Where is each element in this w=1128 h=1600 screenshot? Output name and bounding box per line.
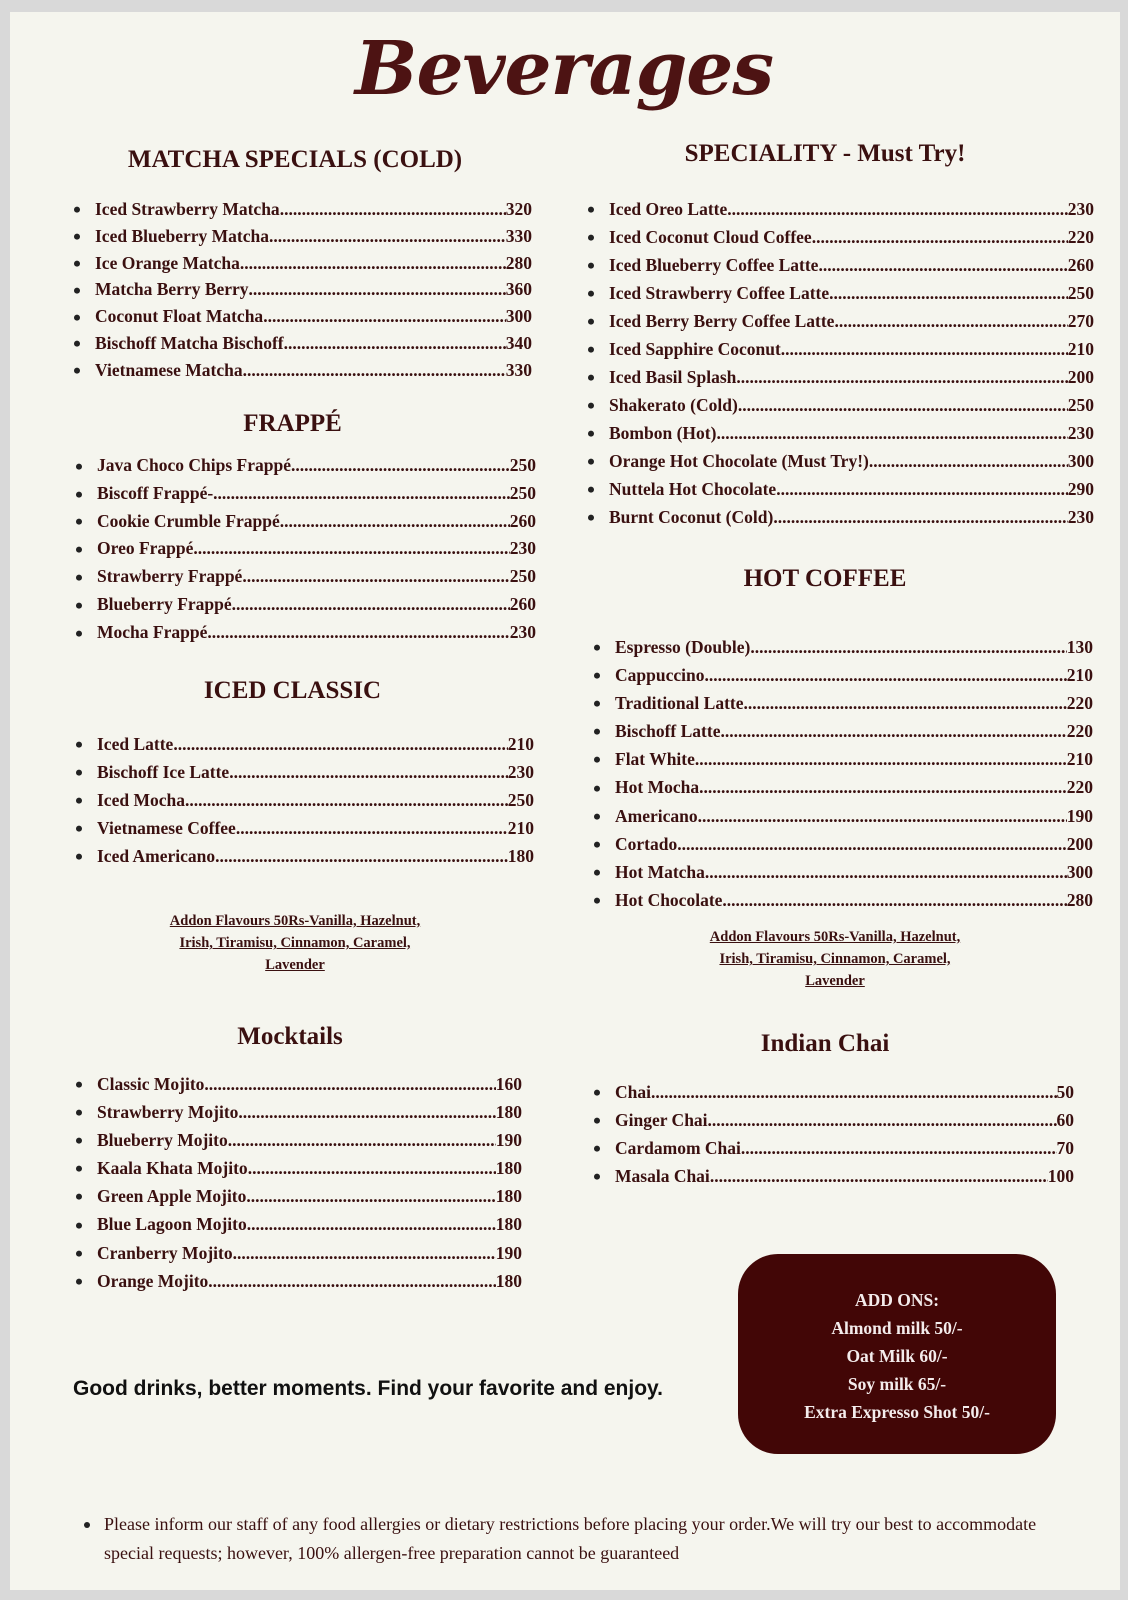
menu-item [97,480,536,508]
leader-dots [704,661,1066,689]
leader-dots [829,279,1068,307]
leader-dots [208,1267,495,1295]
frappe-list [97,452,536,647]
menu-item-name: Espresso (Double) [615,637,751,657]
allergy-notice: Please inform our staff of any food allergies or dietary restrictions before placing your order.We will try our best to accommodate special requests; however, 100% allergen-free preparation cannot be guaranteed [104,1514,1037,1563]
menu-item-price: 220 [1066,777,1093,798]
leader-dots [716,419,1067,447]
menu-item-name: Iced Strawberry Matcha [95,199,280,219]
menu-item-name: Blue Lagoon Mojito [97,1214,247,1235]
menu-item-price: 190 [495,1242,522,1263]
menu-item [609,363,1094,391]
leader-dots [741,1134,1057,1162]
menu-item-price: 260 [509,510,536,531]
menu-item [97,730,534,758]
add-ons-box [738,1254,1056,1454]
leader-dots [236,814,508,842]
speciality-list [609,195,1094,531]
menu-item [615,661,1093,689]
menu-item-name: Flat White [615,749,695,770]
menu-item-price: 230 [509,538,536,559]
leader-dots [269,223,506,250]
menu-item-name: Burnt Coconut (Cold) [609,507,774,527]
menu-item-name: Matcha Berry Berry [95,279,249,300]
menu-item [97,1070,522,1098]
menu-item [95,196,532,223]
menu-item-name: Americano [615,805,698,826]
leader-dots [834,307,1067,335]
menu-item-name: Bischoff Matcha Bischoff [95,332,284,353]
iced-classic-list [97,730,534,870]
menu-item-price: 180 [507,846,534,866]
menu-item-price: 70 [1056,1138,1074,1158]
menu-item-price: 230 [507,762,534,782]
menu-item-name: Oreo Frappé [97,538,194,559]
menu-item-name: Nuttela Hot Chocolate [609,479,777,499]
menu-item [615,633,1093,661]
leader-dots [781,335,1068,363]
leader-dots [229,758,508,786]
menu-item-price: 320 [505,199,532,219]
menu-item-price: 280 [505,252,532,273]
menu-item-name: Hot Mocha [615,777,700,798]
menu-item [609,335,1094,363]
menu-item [609,251,1094,279]
menu-item [615,886,1093,914]
leader-dots [228,1126,496,1154]
leader-dots [185,786,508,814]
menu-item-name: Masala Chai [615,1166,710,1186]
add-on-line: Oat Milk 60/- [846,1346,948,1366]
leader-dots [812,223,1068,251]
leader-dots [248,1154,496,1182]
menu-item-name: Biscoff Frappé- [97,482,214,503]
leader-dots [207,619,509,647]
leader-dots [238,1098,495,1126]
menu-item-name: Cranberry Mojito [97,1242,233,1263]
menu-item-name: Iced Berry Berry Coffee Latte [609,311,835,331]
menu-item-name: Vietnamese Matcha [95,359,243,380]
menu-item-name: Iced Blueberry Matcha [95,225,269,246]
menu-item-price: 290 [1067,479,1094,499]
menu-item [97,1267,522,1295]
menu-item-name: Coconut Float Matcha [95,306,264,327]
menu-item [97,814,534,842]
menu-item-name: Java Choco Chips Frappé [97,455,291,475]
menu-item-name: Iced Strawberry Coffee Latte [609,283,830,303]
hot-coffee-list [615,633,1093,914]
menu-item-price: 360 [505,279,532,300]
leader-dots [720,717,1066,745]
leader-dots [677,830,1067,858]
menu-item-price: 210 [1067,339,1094,359]
menu-item-price: 230 [1067,199,1094,219]
menu-item [609,223,1094,251]
menu-item [97,1098,522,1126]
menu-item-name: Iced Mocha [97,790,185,810]
leader-dots [280,508,510,536]
menu-item-name: Blueberry Frappé [97,593,232,614]
menu-item [609,307,1094,335]
menu-item-price: 100 [1047,1166,1074,1186]
menu-item [615,830,1093,858]
menu-item-name: Bischoff Latte [615,721,721,742]
leader-dots [744,689,1067,717]
menu-item-price: 210 [507,818,534,838]
menu-item-name: Iced Coconut Cloud Coffee [609,227,812,247]
menu-item-name: Bischoff Ice Latte [97,762,230,782]
menu-item-name: Iced Blueberry Coffee Latte [609,255,819,275]
menu-item-price: 220 [1066,693,1093,714]
menu-item [609,279,1094,307]
menu-item-name: Strawberry Frappé [97,566,243,587]
menu-item-name: Traditional Latte [615,693,744,714]
menu-item [615,1134,1074,1162]
leader-dots [738,391,1068,419]
menu-item-name: Iced Basil Splash [609,367,737,387]
menu-item-price: 180 [495,1102,522,1123]
menu-item-price: 180 [495,1214,522,1235]
menu-item [97,619,536,647]
menu-title: Beverages [354,26,774,112]
leader-dots [246,1182,495,1210]
section-heading-matcha: MATCHA SPECIALS (COLD) [127,146,463,173]
leader-dots [243,357,506,384]
menu-item-price: 220 [1067,227,1094,247]
menu-item-price: 180 [495,1186,522,1207]
leader-dots [284,330,506,357]
menu-item-price: 230 [1067,423,1094,443]
leader-dots [699,773,1067,801]
menu-item-price: 230 [1067,507,1094,527]
menu-item [95,250,532,277]
menu-item-price: 200 [1067,367,1094,387]
leader-dots [215,842,508,870]
section-heading-speciality: SPECIALITY - Must Try! [684,140,966,167]
menu-item-price: 330 [505,359,532,380]
leader-dots [708,1106,1057,1134]
menu-item-price: 250 [1067,395,1094,415]
leader-dots [232,591,510,619]
leader-dots [249,276,506,303]
indian-chai-list [615,1078,1074,1190]
menu-item-name: Blueberry Mojito [97,1130,228,1151]
menu-item-price: 250 [507,790,534,810]
leader-dots [242,563,509,591]
leader-dots [193,535,509,563]
menu-item-price: 340 [505,332,532,353]
leader-dots [263,303,506,330]
menu-item-price: 210 [1066,665,1093,686]
menu-item-name: Cardamom Chai [615,1138,741,1158]
section-heading-indian-chai: Indian Chai [760,1030,890,1057]
menu-item-price: 250 [509,566,536,587]
menu-item [97,1154,522,1182]
menu-item-price: 180 [495,1158,522,1179]
menu-item [95,357,532,384]
menu-item-price: 330 [505,225,532,246]
menu-item-name: Vietnamese Coffee [97,818,236,838]
add-on-line: Almond milk 50/- [831,1318,963,1338]
menu-item-price: 180 [495,1270,522,1291]
leader-dots [818,251,1067,279]
section-heading-iced-classic: ICED CLASSIC [203,677,382,704]
leader-dots [727,195,1067,223]
menu-item-price: 200 [1066,833,1093,854]
menu-item [97,786,534,814]
leader-dots [247,1210,496,1238]
leader-dots [651,1078,1057,1106]
menu-item-name: Cortado [615,833,678,854]
menu-item [609,419,1094,447]
leader-dots [698,802,1067,830]
menu-item [97,842,534,870]
leader-dots [173,730,507,758]
menu-item-price: 210 [1066,749,1093,770]
menu-item-name: Mocha Frappé [97,621,208,642]
menu-item [97,508,536,536]
menu-item-name: Iced Latte [97,734,174,754]
menu-item-name: Cookie Crumble Frappé [97,510,280,531]
menu-item [615,1106,1074,1134]
menu-item-price: 210 [507,734,534,754]
menu-item-name: Iced Sapphire Coconut [609,339,781,359]
menu-item [97,1210,522,1238]
menu-item [97,535,536,563]
menu-item-name: Cappuccino [615,665,705,686]
addon-flavours-note-right: Addon Flavours 50Rs-Vanilla, Hazelnut, Irish, Tiramisu, Cinnamon, Caramel, Lavender [709,929,961,989]
menu-item [615,858,1093,886]
menu-item-price: 160 [495,1074,522,1094]
leader-dots [710,1162,1048,1190]
tagline: Good drinks, better moments. Find your favorite and enjoy. [72,1377,664,1400]
menu-item-price: 130 [1066,637,1093,657]
menu-item [97,452,536,480]
menu-item-price: 50 [1056,1082,1074,1102]
mocktails-list [97,1070,522,1295]
menu-item-name: Iced Americano [97,846,216,866]
menu-item-price: 300 [1066,861,1093,882]
menu-item-price: 280 [1066,889,1093,910]
add-ons-heading: ADD ONS: [854,1290,940,1310]
section-heading-frappe: FRAPPÉ [243,410,342,437]
menu-item-name: Hot Chocolate [615,889,723,910]
menu-item [615,802,1093,830]
menu-item [95,330,532,357]
add-on-line: Soy milk 65/- [847,1374,947,1394]
section-heading-mocktails: Mocktails [237,1023,343,1050]
menu-item-name: Strawberry Mojito [97,1102,239,1123]
menu-item-price: 270 [1067,311,1094,331]
menu-item-price: 190 [1066,805,1093,826]
leader-dots [722,886,1066,914]
menu-item-price: 190 [495,1130,522,1151]
leader-dots [213,480,510,508]
menu-item-name: Orange Mojito [97,1270,209,1291]
menu-item [609,391,1094,419]
menu-item-price: 250 [509,455,536,475]
leader-dots [233,1239,496,1267]
menu-item [615,1078,1074,1106]
menu-item [97,1182,522,1210]
leader-dots [695,745,1067,773]
menu-item [609,475,1094,503]
footer-bullet [84,1522,90,1528]
menu-item-price: 250 [1067,283,1094,303]
leader-dots [240,250,506,277]
menu-item-name: Hot Matcha [615,861,705,882]
menu-item-name: Classic Mojito [97,1074,205,1094]
menu-item [97,563,536,591]
menu-item [615,1162,1074,1190]
menu-item [609,447,1094,475]
menu-item [95,276,532,303]
add-on-line: Extra Expresso Shot 50/- [804,1402,990,1422]
menu-item-price: 260 [1067,255,1094,275]
menu-item [615,717,1093,745]
menu-item-price: 60 [1056,1110,1074,1130]
leader-dots [776,475,1068,503]
menu-item [615,745,1093,773]
menu-item [97,758,534,786]
menu-item [609,503,1094,531]
menu-item-price: 300 [505,306,532,327]
section-heading-hot-coffee: HOT COFFEE [743,565,907,592]
menu-item-name: Ice Orange Matcha [95,252,240,273]
menu-item-price: 250 [509,482,536,503]
menu-item [97,1239,522,1267]
menu-item-name: Shakerato (Cold) [609,395,738,415]
menu-item [615,773,1093,801]
menu-item-name: Orange Hot Chocolate (Must Try!) [609,451,869,471]
leader-dots [773,503,1067,531]
leader-dots [869,447,1068,475]
menu-item [97,591,536,619]
addon-flavours-note-left: Addon Flavours 50Rs-Vanilla, Hazelnut, Irish, Tiramisu, Cinnamon, Caramel, Lavender [169,913,421,973]
menu-item-name: Iced Oreo Latte [609,199,728,219]
menu-item [615,689,1093,717]
menu-item-name: Ginger Chai [615,1110,708,1130]
menu-item-price: 300 [1067,451,1094,471]
matcha-list [95,196,532,384]
leader-dots [705,858,1067,886]
menu-item-price: 260 [509,593,536,614]
menu-item-price: 220 [1066,721,1093,742]
menu-item [95,303,532,330]
menu-item [609,195,1094,223]
menu-item-price: 230 [509,621,536,642]
leader-dots [204,1070,495,1098]
menu-item-name: Kaala Khata Mojito [97,1158,248,1179]
leader-dots [736,363,1067,391]
leader-dots [750,633,1066,661]
menu-item-name: Chai [615,1082,651,1102]
leader-dots [280,196,506,223]
menu-item [95,223,532,250]
menu-item-name: Green Apple Mojito [97,1186,247,1207]
leader-dots [291,452,510,480]
menu-item [97,1126,522,1154]
menu-item-name: Bombon (Hot) [609,423,717,443]
